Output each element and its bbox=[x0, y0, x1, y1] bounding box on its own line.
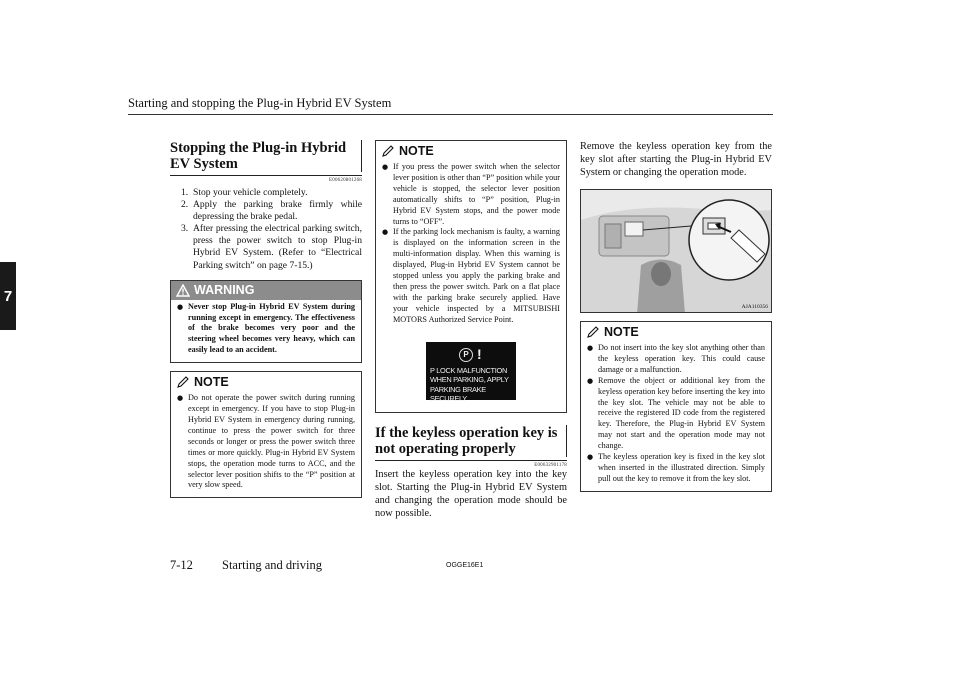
note-item: ● Remove the object or additional key from the keyless operation key before inserting the key into the key slot. The vehicle may not be able to receive the registered ID code from the registered key. Therefore, the Plug-in Hybrid EV System may not start and the operation mode may not change. bbox=[587, 375, 765, 451]
note-pencil-icon bbox=[586, 325, 600, 339]
section-code: E00632901178 bbox=[534, 462, 567, 468]
bullet-icon: ● bbox=[382, 163, 389, 171]
column-1 bbox=[170, 140, 362, 498]
bullet-icon: ● bbox=[177, 394, 184, 403]
warning-header bbox=[171, 281, 361, 300]
note-label: NOTE bbox=[399, 143, 434, 158]
footer-code: OGGE16E1 bbox=[446, 562, 484, 569]
bullet-icon: ● bbox=[587, 344, 594, 352]
note-header bbox=[581, 322, 771, 341]
footer-section: Starting and driving bbox=[222, 558, 322, 572]
bullet-icon: ● bbox=[587, 453, 594, 462]
footer-page-number: 7-12 bbox=[170, 558, 193, 572]
note-header bbox=[376, 141, 566, 160]
remove-key-paragraph: Remove the keyless operation key from the key slot after starting the Plug-in Hybrid EV System or changing the operation mode. bbox=[580, 141, 772, 178]
note-label: NOTE bbox=[194, 374, 229, 389]
note-item: ● The keyless operation key is fixed in the key slot when inserted in the illustrated direction. Simply pull out the key to remove it from the key slot. bbox=[587, 452, 765, 483]
column-3 bbox=[580, 140, 772, 492]
image-code: AJA110356 bbox=[741, 304, 768, 310]
note-header bbox=[171, 372, 361, 391]
section-title-stopping: Stopping the Plug-in Hybrid EV System bbox=[170, 140, 362, 172]
section-code: E00620801268 bbox=[329, 178, 362, 183]
header-rule bbox=[128, 114, 773, 115]
warning-box bbox=[170, 280, 362, 364]
page-header-title: Starting and stopping the Plug-in Hybrid EV System bbox=[128, 96, 392, 110]
step-item: 2. Apply the parking brake firmly while depressing the brake pedal. bbox=[181, 199, 362, 223]
section-title-keyless: If the keyless operation key is not operating properly bbox=[375, 425, 567, 457]
note-pencil-icon bbox=[381, 144, 395, 158]
step-item: 3. After pressing the electrical parking switch, press the power switch to stop Plug-in Hybrid EV System. (Refer to “Electrical Parking switch” on page 7-15.) bbox=[181, 223, 362, 271]
steps-list bbox=[170, 187, 362, 272]
chapter-tab: 7 bbox=[0, 262, 16, 330]
exclamation-icon: ! bbox=[477, 345, 482, 362]
display-message: P LOCK MALFUNCTION WHEN PARKING, APPLY PARKING BRAKE SECURELY bbox=[430, 365, 509, 404]
section-rule bbox=[375, 460, 567, 461]
note-item: ● Do not insert into the key slot anything other than the keyless operation key. This could cause damage or a malfunction. bbox=[587, 343, 765, 374]
warning-item: ● Never stop Plug-in Hybrid EV System during running except in emergency. The effectiveness of the brake becomes very poor and the steering wheel becomes very heavy, which can easily lead to an accident. bbox=[177, 301, 355, 355]
note-pencil-icon bbox=[176, 375, 190, 389]
bullet-icon: ● bbox=[587, 376, 594, 385]
step-item: 1. Stop your vehicle completely. bbox=[181, 187, 308, 198]
warning-label: WARNING bbox=[194, 283, 255, 298]
note-label: NOTE bbox=[604, 324, 639, 339]
note-item: ● If you press the power switch when the selector lever position is other than “P” position while your vehicle is stopped, the selector lever position automatically shifts to “P” position, Plug-in Hybrid EV System stops, and the power mode turns to “OFF”. bbox=[382, 162, 560, 226]
bullet-icon: ● bbox=[177, 302, 184, 311]
note-box bbox=[580, 321, 772, 492]
note-item: ● Do not operate the power switch during running except in emergency. If you have to stop Plug-in Hybrid EV System in emergency during running, continue to press the power switch for three seconds or longer or press the power switch three times or more quickly. Plug-in Hybrid EV System stops, the operation mode turns to ACC, and the selector lever position shifts to the “P” position at very slow speed. bbox=[177, 393, 355, 490]
key-slot-illustration bbox=[581, 190, 772, 313]
column-2 bbox=[375, 140, 567, 520]
key-slot-photo bbox=[580, 189, 772, 313]
bullet-icon: ● bbox=[382, 228, 389, 237]
section-rule bbox=[170, 175, 362, 176]
note-box bbox=[375, 140, 567, 413]
note-item: ● If the parking lock mechanism is faulty, a warning is displayed on the information screen in the multi-information display. When this warning is displayed, Plug-in Hybrid EV System cannot be stopped unless you apply the parking brake and then press the power switch. Park on a flat place with the parking brake securely applied. Have your vehicle inspected by a MITSUBISHI MOTORS Authorized Service Point. bbox=[382, 227, 560, 324]
parking-p-icon: P bbox=[459, 348, 473, 362]
keyless-paragraph: Insert the keyless operation key into the key slot. Starting the Plug-in Hybrid EV System and changing the operation mode should be now possible. bbox=[375, 468, 567, 519]
note-box bbox=[170, 371, 362, 498]
multi-information-display-image bbox=[426, 342, 516, 404]
warning-triangle-icon bbox=[176, 284, 190, 297]
